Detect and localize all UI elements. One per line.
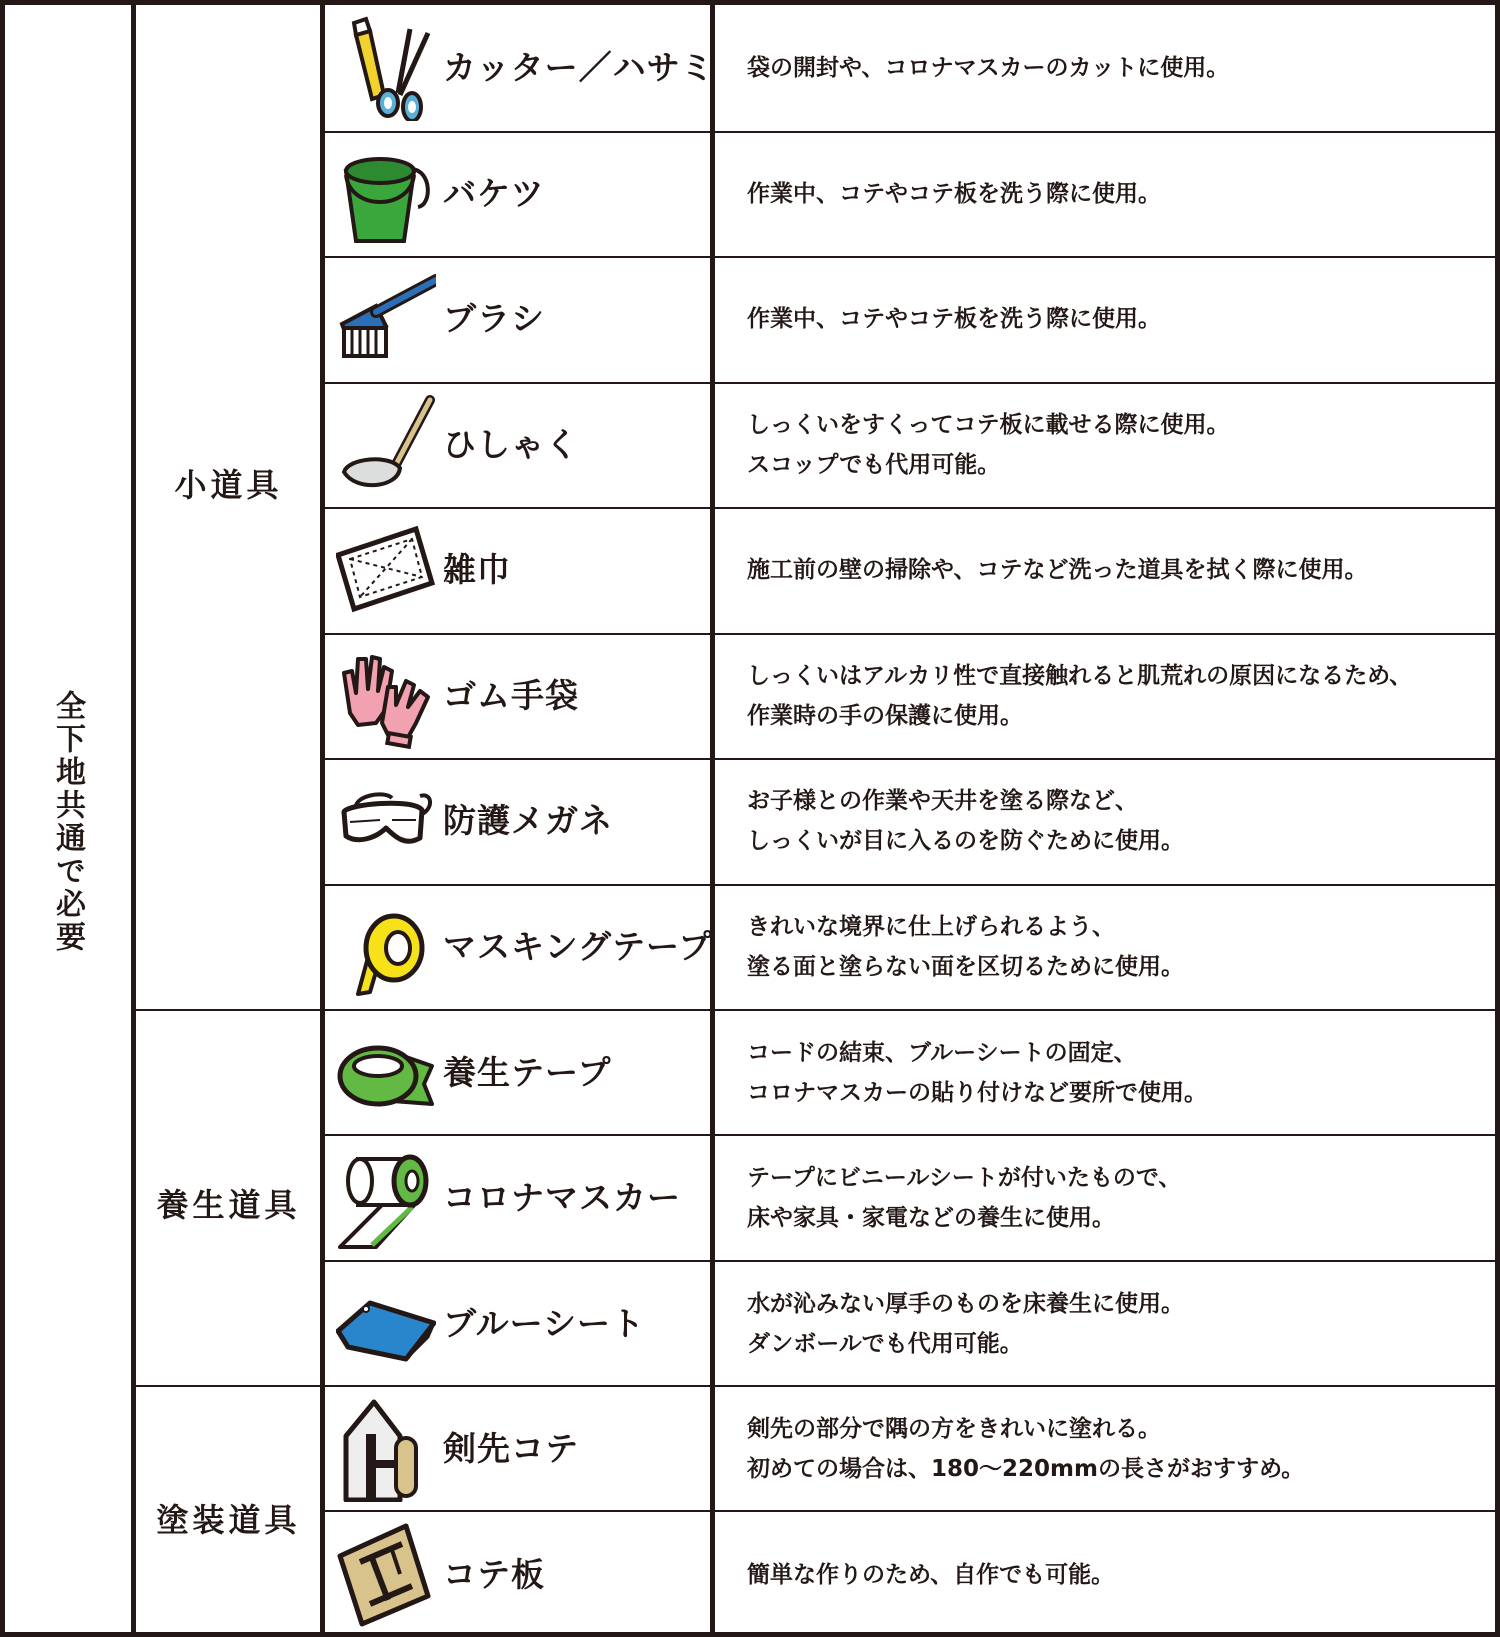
bucket-icon	[336, 141, 436, 247]
tool-row	[325, 507, 1495, 632]
tool-row	[325, 1386, 1495, 1511]
description-line: 初めての場合は、180〜220mmの長さがおすすめ。	[747, 1455, 1305, 1482]
tool-description	[747, 507, 1487, 632]
tool-description	[747, 1386, 1487, 1511]
tool-name: ブラシ	[443, 299, 545, 338]
tool-description	[747, 633, 1487, 758]
tool-name: コロナマスカー	[443, 1178, 681, 1217]
rag-icon	[336, 517, 436, 623]
tool-description	[747, 1512, 1487, 1637]
sidebar-label: 全下地共通で必要	[50, 690, 85, 954]
description-line: お子様との作業や天井を塗る際など、	[747, 787, 1138, 814]
tool-description	[747, 1135, 1487, 1260]
tool-row	[325, 1261, 1495, 1386]
tool-row	[325, 382, 1495, 507]
group-label-painting-tools: 塗装道具	[156, 1501, 301, 1539]
description-line: 塗る面と塗らない面を区切るために使用。	[747, 953, 1184, 980]
tool-name: 養生テープ	[443, 1053, 612, 1092]
description-line: ダンボールでも代用可能。	[747, 1330, 1023, 1357]
tool-description	[747, 1010, 1487, 1135]
tool-name: ゴム手袋	[443, 676, 579, 715]
description-line: しっくいが目に入るのを防ぐために使用。	[747, 827, 1184, 854]
tool-row	[325, 131, 1495, 256]
tool-description	[747, 131, 1487, 256]
tool-row	[325, 1010, 1495, 1135]
masking-tape-icon	[336, 894, 436, 1000]
frame-right	[1495, 0, 1500, 1637]
tool-description	[747, 256, 1487, 381]
ladle-icon	[336, 392, 436, 498]
tool-row	[325, 633, 1495, 758]
divider-sidebar	[131, 0, 136, 1637]
group-label-curing-tools: 養生道具	[156, 1186, 301, 1224]
description-line: 施工前の壁の掃除や、コテなど洗った道具を拭く際に使用。	[747, 556, 1368, 583]
tool-description	[747, 1261, 1487, 1386]
tool-row	[325, 758, 1495, 883]
masker-film-icon	[336, 1145, 436, 1251]
tool-name: ひしゃく	[443, 425, 579, 464]
description-line: 剣先の部分で隅の方をきれいに塗れる。	[747, 1415, 1161, 1442]
description-line: 簡単な作りのため、自作でも可能。	[747, 1561, 1115, 1588]
tool-row	[325, 5, 1495, 130]
brush-icon	[336, 266, 436, 372]
description-line: 袋の開封や、コロナマスカーのカットに使用。	[747, 54, 1230, 81]
tool-name: 雑巾	[443, 550, 511, 589]
description-line: 床や家具・家電などの養生に使用。	[747, 1204, 1115, 1231]
hawk-board-icon	[336, 1522, 436, 1628]
pointed-trowel-icon	[336, 1396, 436, 1502]
tool-description	[747, 5, 1487, 130]
tool-name: マスキングテープ	[443, 927, 713, 966]
tool-description	[747, 758, 1487, 883]
description-line: しっくいはアルカリ性で直接触れると肌荒れの原因になるため、	[747, 662, 1413, 689]
description-line: 水が沁みない厚手のものを床養生に使用。	[747, 1290, 1184, 1317]
curing-tape-icon	[336, 1020, 436, 1126]
group-label-small-tools: 小道具	[174, 466, 283, 504]
description-line: コードの結束、ブルーシートの固定、	[747, 1039, 1137, 1066]
tool-description	[747, 382, 1487, 507]
description-line: しっくいをすくってコテ板に載せる際に使用。	[747, 411, 1230, 438]
description-line: テープにビニールシートが付いたもので、	[747, 1164, 1182, 1191]
tool-name: 防護メガネ	[443, 801, 613, 840]
frame-left	[0, 0, 5, 1637]
description-line: 作業時の手の保護に使用。	[747, 702, 1023, 729]
description-line: 作業中、コテやコテ板を洗う際に使用。	[747, 305, 1161, 332]
safety-goggles-icon	[336, 768, 436, 874]
description-line: 作業中、コテやコテ板を洗う際に使用。	[747, 180, 1161, 207]
tool-description	[747, 884, 1487, 1009]
tool-name: 剣先コテ	[443, 1429, 579, 1468]
rubber-gloves-icon	[336, 643, 436, 749]
tool-row	[325, 256, 1495, 381]
tool-row	[325, 1135, 1495, 1260]
description-line: コロナマスカーの貼り付けなど要所で使用。	[747, 1079, 1207, 1106]
blue-sheet-icon	[336, 1271, 436, 1377]
description-line: スコップでも代用可能。	[747, 451, 1001, 478]
tool-name: カッター／ハサミ	[443, 48, 715, 87]
tool-name: ブルーシート	[443, 1304, 646, 1343]
tool-name: バケツ	[443, 174, 545, 213]
tool-row	[325, 884, 1495, 1009]
description-line: きれいな境界に仕上げられるよう、	[747, 913, 1115, 940]
tool-name: コテ板	[443, 1555, 545, 1594]
tool-row	[325, 1512, 1495, 1637]
cutter-scissors-icon	[336, 15, 436, 121]
